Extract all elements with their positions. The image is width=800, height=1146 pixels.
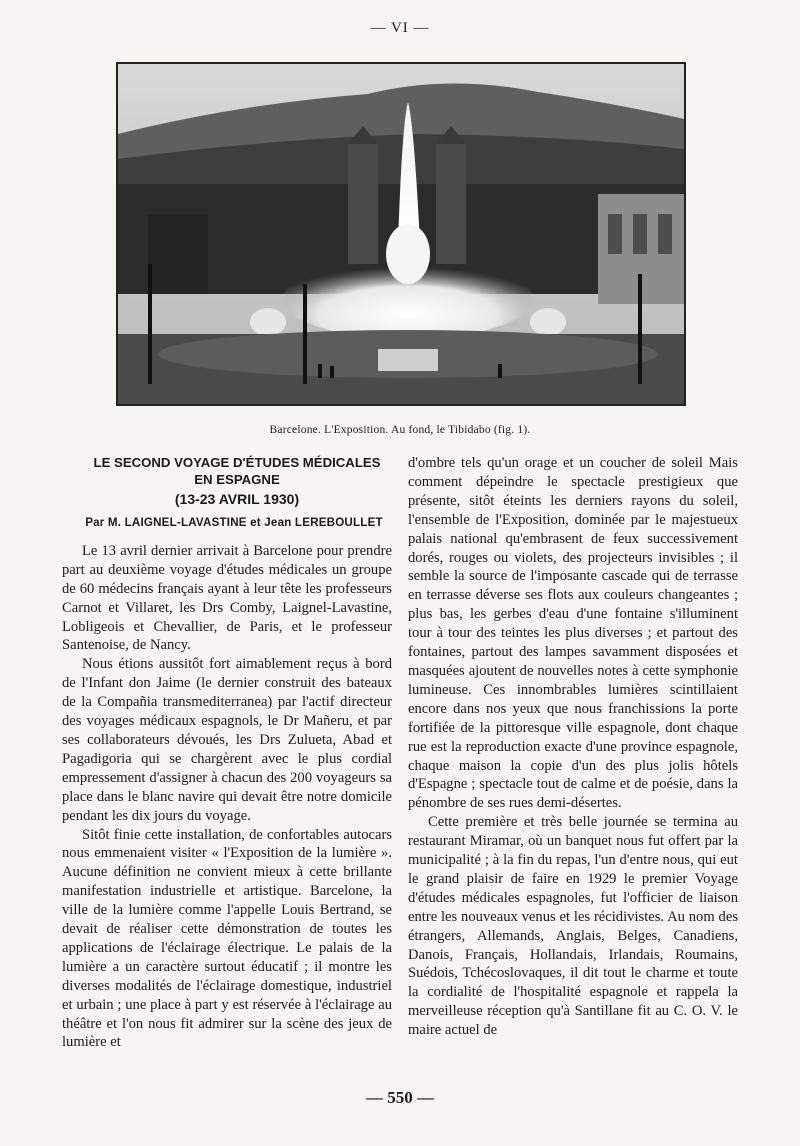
paragraph: Nous étions aussitôt fort aimablement reçus à bord de l'Infant don Jaime (le dernier construit des bateaux de la Compañia transmediterranea) par l'actif directeur des voyages médicaux espagnols, le Dr Mañeru, et par ses collaborateurs dévoués, les Drs Zulueta, Abad et Pagadigoria qui se chargèrent avec le plus cordial empressement d'assigner à chacun des 200 voyageurs sa place dans le blanc navire qui devait être notre domicile pendant les dix jours du voyage. — [62, 656, 392, 824]
title-line-1: LE SECOND VOYAGE D'ÉTUDES MÉDICALES — [93, 455, 381, 470]
byline: Par M. LAIGNEL-LAVASTINE et Jean LEREBOULLET — [85, 516, 383, 529]
paragraph: Cette première et très belle journée se termina au restaurant Miramar, où un banquet nous fut offert par la municipalité ; à la fin du repas, l'un d'entre nous, qui eut le grand plaisir de faire en 1929 le premier Voyage d'études médicales espagnoles, fut l'officier de liaison entre les nouveaux venus et les récidivistes. Au nom des étrangers, Allemands, Anglais, Belges, Canadiens, Danois, Français, Hollandais, Irlandais, Roumains, Suédois, Tchécoslovaques, il dit tout le charme et toute la cordialité de l'hospitalité espagnole et rappela la merveilleuse réception qu'à Santillane fit au C. O. V. le maire actuel de — [408, 814, 738, 1039]
paragraph: Le 13 avril dernier arrivait à Barcelone pour prendre part au deuxième voyage d'études médicales un groupe de 60 médecins français ayant à leur tête les professeurs Carnot et Villaret, les Drs Comby, Laignel-Lavastine, Lobligeois et Chevallier, de Paris, et le professeur Santenoise, de Nancy. — [62, 542, 392, 654]
title-dates: (13-23 AVRIL 1930) — [174, 491, 300, 507]
paragraph: Sitôt finie cette installation, de confortables autocars nous emmenaient visiter « l'Exposition de la lumière ». Aucune définition ne convient mieux à cette brillante manifestation industrielle et artistique. Barcelone, la ville de la lumière comme l'appelle Louis Bertrand, se devait de réaliser cette démonstration de toutes les applications de l'éclairage électrique. Le palais de la lumière a un caractère surtout éducatif ; il montre les diverses modalités de l'éclairage domestique, industriel et urbain ; une place à part y est réservée à l'éclairage au théâtre et l'on nous fit admirer sur la scène des jeux de lumière et — [62, 826, 392, 1051]
paragraph: d'ombre tels qu'un orage et un coucher de soleil Mais comment dépeindre le spectacle prestigieux que présente, sitôt éteints les derniers rayons du soleil, l'ensemble de l'Exposition, dominée par le majestueux palais national qu'embrasent de feux successivement dorés, rouges ou violets, des projecteurs invisibles ; il semble la source de l'imposante cascade qui de terrasse en terrasse déverse ses flots aux couleurs changeantes ; plus bas, les gerbes d'eau d'une fontaine s'illuminent tour à tour des teintes les plus diverses ; et partout des fontaines, partout des lampes savamment disposées et masquées ajoutent de nouvelles notes à cette symphonie lumineuse. Ces innombrables lumières scintillaient encore dans nos yeux que nous franchissions la porte fortifiée de la pittoresque ville espagnole, dont chaque rue est la reproduction exacte d'une province espagnole, chaque maison la copie d'un des plus jolis hôtels d'Espagne ; spectacle tout de calme et de poésie, dans la pénombre de ses rues demi-désertes. — [408, 455, 738, 812]
page-number: — 550 — — [366, 1088, 434, 1107]
title-line-2: EN ESPAGNE — [194, 472, 280, 487]
right-column — [408, 454, 738, 1040]
figure-caption: Barcelone. L'Exposition. Au fond, le Tibidabo (fig. 1). — [269, 424, 531, 436]
exposition-photograph — [116, 62, 686, 406]
fountain-photo-illustration — [118, 64, 684, 404]
left-column — [62, 454, 392, 1052]
page-header-roman: — VI — — [370, 20, 430, 36]
article-title — [62, 454, 392, 508]
